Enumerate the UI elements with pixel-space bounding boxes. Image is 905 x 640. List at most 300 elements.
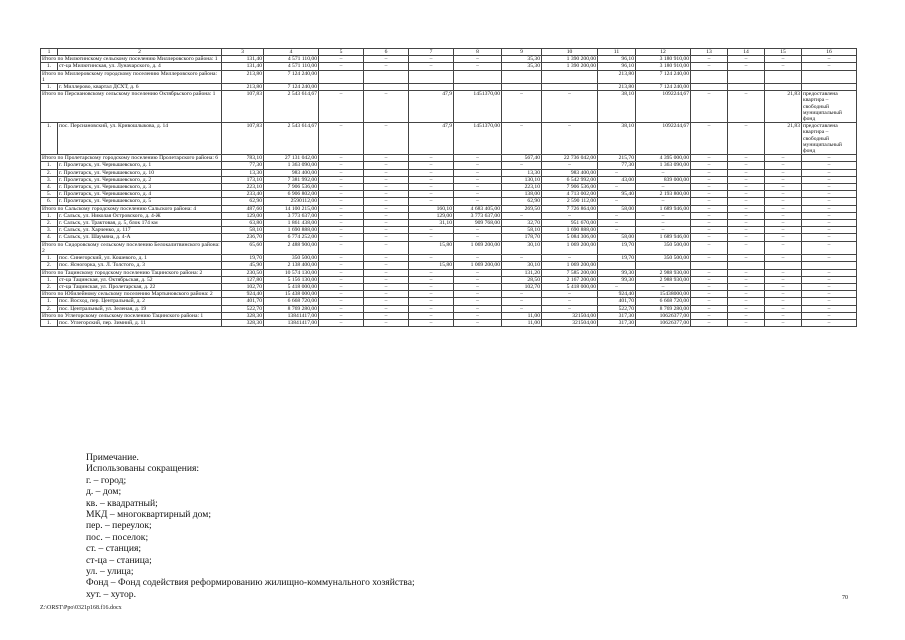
empty-dash-cell: – [728,255,765,262]
empty-dash-cell: – [409,255,454,262]
value-cell [802,262,857,269]
value-cell: 3 773 637,00 [264,212,319,219]
empty-dash-cell: – [598,220,636,227]
address-cell: г. Пролетарск, ул. Чернышевского, д. 3 [58,184,222,191]
empty-dash-cell: – [454,184,502,191]
value-cell: 1 689 946,00 [636,205,691,212]
column-number-row [41,49,857,56]
value-cell: 27 131 042,00 [264,155,319,162]
empty-dash-cell: – [454,169,502,176]
empty-dash-cell: – [454,162,502,169]
empty-dash-cell: – [454,319,502,326]
column-number: 10 [542,49,598,56]
empty-dash-cell: – [802,205,857,212]
empty-dash-cell: – [802,191,857,198]
empty-dash-cell: – [364,276,409,283]
value-cell: 19,70 [598,255,636,262]
empty-dash-cell: – [802,169,857,176]
empty-dash-cell: – [364,220,409,227]
empty-dash-cell: – [728,56,765,63]
empty-dash-cell: – [802,255,857,262]
empty-dash-cell: – [364,198,409,205]
empty-dash-cell: – [691,319,728,326]
value-cell: 783,10 [222,155,264,162]
address-cell: г. Пролетарск, ул. Чернышевского, д. 2 [58,176,222,183]
table-row [41,234,857,241]
note-cell: предоставлена квартира – свободный муниципальный фонд [802,91,857,123]
empty-dash-cell: – [502,162,542,169]
empty-dash-cell: – [319,198,364,205]
value-cell: 2 543 614,67 [264,123,319,155]
empty-dash-cell: – [765,276,802,283]
value-cell: 487,60 [222,205,264,212]
column-number: 5 [319,49,364,56]
empty-dash-cell: – [319,205,364,212]
empty-dash-cell: – [728,91,765,123]
value-cell: 131,20 [502,269,542,276]
value-cell: 38,10 [598,91,636,123]
empty-dash-cell: – [728,191,765,198]
row-number: 6. [41,198,58,205]
row-number: 1. [41,63,58,70]
row-number: 4. [41,184,58,191]
value-cell: 22 736 042,00 [542,155,598,162]
empty-dash-cell: – [802,283,857,290]
empty-dash-cell: – [802,276,857,283]
value-cell: 62,90 [222,198,264,205]
empty-dash-cell: – [598,212,636,219]
row-number: 1. [41,319,58,326]
empty-dash-cell: – [691,241,728,254]
empty-dash-cell: – [409,162,454,169]
empty-dash-cell: – [454,227,502,234]
value-cell: 1092244,67 [636,91,691,123]
value-cell: 1451370,00 [454,91,502,123]
empty-dash-cell: – [765,312,802,319]
empty-dash-cell: – [598,184,636,191]
empty-dash-cell: – [502,255,542,262]
empty-dash-cell: – [728,184,765,191]
value-cell: 19,70 [222,255,264,262]
value-cell: 77,30 [222,162,264,169]
table-row [41,220,857,227]
value-cell: 223,10 [502,184,542,191]
value-cell [802,84,857,91]
empty-dash-cell: – [765,298,802,305]
row-number: 1. [41,84,58,91]
empty-dash-cell: – [765,176,802,183]
register-table-wrapper [40,48,856,327]
value-cell: 4 713 002,00 [542,191,598,198]
value-cell [728,70,765,83]
empty-dash-cell: – [728,283,765,290]
empty-dash-cell: – [542,91,598,123]
empty-dash-cell: – [454,305,502,312]
value-cell: 1 363 090,00 [636,162,691,169]
value-cell: 11,00 [502,312,542,319]
value-cell: 2 543 614,67 [264,91,319,123]
empty-dash-cell: – [728,241,765,254]
empty-dash-cell: – [542,255,598,262]
address-cell: г. Миллерово, квартал ДСХТ, д. 6 [58,84,222,91]
row-number: 1. [41,298,58,305]
empty-dash-cell: – [319,169,364,176]
address-cell: г. Пролетарск, ул. Чернышевского, д. 5 [58,198,222,205]
value-cell: 236,70 [222,234,264,241]
empty-dash-cell: – [802,298,857,305]
empty-dash-cell: – [728,176,765,183]
table-row [41,123,857,155]
empty-dash-cell: – [728,234,765,241]
empty-dash-cell: – [454,63,502,70]
table-row [41,169,857,176]
empty-dash-cell: – [728,155,765,162]
value-cell: 2590112,00 [264,198,319,205]
settlement-total-label: Итого по Персиановскому сельскому поселению Октябрьского района: 1 [41,91,222,123]
value-cell: 1 690 888,00 [264,227,319,234]
empty-dash-cell: – [728,169,765,176]
value-cell: 21,83 [765,91,802,123]
empty-dash-cell: – [319,227,364,234]
empty-dash-cell: – [319,319,364,326]
empty-dash-cell: – [598,283,636,290]
empty-dash-cell: – [364,305,409,312]
empty-dash-cell: – [691,155,728,162]
value-cell: 5 418 000,00 [264,283,319,290]
value-cell: 99,30 [598,276,636,283]
empty-dash-cell: – [802,319,857,326]
empty-dash-cell: – [691,212,728,219]
empty-dash-cell: – [364,319,409,326]
empty-dash-cell: – [598,198,636,205]
value-cell: 233,40 [222,191,264,198]
value-cell [409,84,454,91]
value-cell [319,84,364,91]
empty-dash-cell: – [409,234,454,241]
empty-dash-cell: – [364,91,409,123]
value-cell: 2 988 930,00 [636,276,691,283]
empty-dash-cell: – [691,305,728,312]
value-cell: 28,50 [502,276,542,283]
table-row-total [41,155,857,162]
value-cell: 35,30 [502,56,542,63]
value-cell [319,70,364,83]
value-cell: 127,80 [222,276,264,283]
value-cell: 14 100 215,00 [264,205,319,212]
empty-dash-cell: – [691,276,728,283]
value-cell: 6 774 252,00 [264,234,319,241]
value-cell: 131,40 [222,56,264,63]
value-cell: 1 363 090,00 [264,162,319,169]
address-cell: г. Сальск, ул. Шаумяна, д. 4-А [58,234,222,241]
empty-dash-cell: – [765,56,802,63]
address-cell: ст-ца Тацинская, ул. Пролетарская, д. 22 [58,283,222,290]
address-cell: пос. Углегорский, пер. Зимний, д. 11 [58,319,222,326]
empty-dash-cell: – [502,123,542,155]
empty-dash-cell: – [728,276,765,283]
value-cell: 96,10 [598,56,636,63]
value-cell: 45,90 [222,262,264,269]
empty-dash-cell: – [364,255,409,262]
value-cell: 213,80 [222,70,264,83]
empty-dash-cell: – [319,262,364,269]
empty-dash-cell: – [454,191,502,198]
empty-dash-cell: – [765,155,802,162]
settlement-total-label: Итого по Тацинскому городскому поселению Тацинского района: 2 [41,269,222,276]
notes-section [86,452,415,600]
value-cell: 7 906 536,00 [264,184,319,191]
empty-dash-cell: – [319,56,364,63]
value-cell: 21,83 [765,123,802,155]
empty-dash-cell: – [502,212,542,219]
value-cell: 6 542 992,00 [542,176,598,183]
empty-dash-cell: – [691,56,728,63]
table-row [41,227,857,234]
empty-dash-cell: – [802,162,857,169]
value-cell: 213,80 [598,70,636,83]
value-cell: 7 124 240,00 [264,70,319,83]
empty-dash-cell: – [802,63,857,70]
empty-dash-cell: – [364,212,409,219]
empty-dash-cell: – [802,198,857,205]
value-cell: 839 000,00 [636,176,691,183]
value-cell [802,70,857,83]
column-number: 1 [41,49,58,56]
value-cell: 102,70 [222,283,264,290]
abbreviation-item: ст. – станция; [86,543,142,555]
value-cell [454,84,502,91]
empty-dash-cell: – [364,227,409,234]
column-number: 4 [264,49,319,56]
empty-dash-cell: – [319,162,364,169]
value-cell: 13,30 [502,169,542,176]
empty-dash-cell: – [691,205,728,212]
empty-dash-cell: – [691,227,728,234]
empty-dash-cell: – [728,123,765,155]
empty-dash-cell: – [728,319,765,326]
empty-dash-cell: – [319,63,364,70]
empty-dash-cell: – [542,123,598,155]
value-cell: 6 906 802,00 [264,191,319,198]
empty-dash-cell: – [765,255,802,262]
empty-dash-cell: – [802,212,857,219]
value-cell [364,70,409,83]
empty-dash-cell: – [691,220,728,227]
value-cell: 13841417,00 [264,312,319,319]
empty-dash-cell: – [691,291,728,298]
empty-dash-cell: – [765,184,802,191]
value-cell: 350 500,00 [636,255,691,262]
value-cell: 909 768,00 [454,220,502,227]
settlement-total-label: Итого по Пролетарскому городскому поселению Пролетарского района: 6 [41,155,222,162]
notes-title: Примечание. [86,452,139,463]
value-cell: 4 395 000,00 [636,155,691,162]
row-number: 5. [41,191,58,198]
empty-dash-cell: – [409,269,454,276]
empty-dash-cell: – [542,291,598,298]
value-cell: 160,10 [409,205,454,212]
empty-dash-cell: – [364,241,409,254]
empty-dash-cell: – [454,291,502,298]
empty-dash-cell: – [691,169,728,176]
address-cell: г. Пролетарск, ул. Чернышевского, д. 1 [58,162,222,169]
value-cell: 15438000,00 [636,291,691,298]
empty-dash-cell: – [636,220,691,227]
empty-dash-cell: – [765,191,802,198]
empty-dash-cell: – [728,220,765,227]
value-cell: 1 069 200,00 [542,262,598,269]
empty-dash-cell: – [728,63,765,70]
value-cell: 1 069 200,00 [454,241,502,254]
empty-dash-cell: – [691,234,728,241]
value-cell [765,84,802,91]
value-cell: 4 571 110,00 [264,56,319,63]
empty-dash-cell: – [542,298,598,305]
empty-dash-cell: – [454,276,502,283]
empty-dash-cell: – [691,91,728,123]
empty-dash-cell: – [802,305,857,312]
row-number: 1. [41,123,58,155]
abbreviation-item: Фонд – Фонд содействия реформированию жилищно-коммунального хозяйства; [86,577,415,589]
value-cell: 15,80 [409,262,454,269]
table-row-total [41,291,857,298]
empty-dash-cell: – [728,298,765,305]
value-cell: 8 769 280,00 [636,305,691,312]
empty-dash-cell: – [319,312,364,319]
value-cell: 13,30 [222,169,264,176]
address-cell: ст-ца Тацинская, ул. Октябрьская, д. 52 [58,276,222,283]
empty-dash-cell: – [765,283,802,290]
address-cell: пос. Ясногорка, ул. Л. Толстого, д. 3 [58,262,222,269]
table-row-total [41,312,857,319]
empty-dash-cell: – [409,63,454,70]
empty-dash-cell: – [765,162,802,169]
table-row [41,212,857,219]
abbreviation-item: хут. – хутор. [86,588,136,600]
empty-dash-cell: – [319,123,364,155]
empty-dash-cell: – [319,91,364,123]
row-number: 2. [41,220,58,227]
empty-dash-cell: – [319,212,364,219]
abbreviation-item: МКД – многоквартирный дом; [86,509,212,521]
abbreviation-item: ул. – улица; [86,566,134,578]
address-cell: пос. Персиановский, ул. Кривошлыкова, д. 14 [58,123,222,155]
address-cell: г. Сальск, ул. Николая Островского, д. 4-Ж [58,212,222,219]
value-cell [691,84,728,91]
table-row-total [41,91,857,123]
value-cell [636,262,691,269]
empty-dash-cell: – [319,291,364,298]
table-row [41,298,857,305]
empty-dash-cell: – [364,234,409,241]
empty-dash-cell: – [728,291,765,298]
settlement-total-label: Итого по Сальскому городскому поселению Сальского района: 4 [41,205,222,212]
empty-dash-cell: – [765,291,802,298]
empty-dash-cell: – [802,269,857,276]
value-cell: 35,30 [502,63,542,70]
value-cell: 3 773 637,00 [454,212,502,219]
empty-dash-cell: – [728,269,765,276]
value-cell: 7 124 240,00 [636,70,691,83]
value-cell: 30,10 [502,241,542,254]
table-row [41,305,857,312]
empty-dash-cell: – [502,298,542,305]
value-cell: 951 670,00 [542,220,598,227]
empty-dash-cell: – [598,227,636,234]
value-cell: 10 574 130,00 [264,269,319,276]
empty-dash-cell: – [364,169,409,176]
value-cell: 983 400,00 [542,169,598,176]
value-cell: 8 769 280,00 [264,305,319,312]
empty-dash-cell: – [691,255,728,262]
table-row [41,262,857,269]
value-cell: 3 180 910,00 [636,56,691,63]
value-cell: 58,00 [598,234,636,241]
value-cell [691,262,728,269]
value-cell: 58,10 [222,227,264,234]
value-cell: 7 124 240,00 [264,84,319,91]
value-cell: 350 500,00 [636,241,691,254]
value-cell: 317,30 [598,319,636,326]
empty-dash-cell: – [765,220,802,227]
empty-dash-cell: – [802,312,857,319]
value-cell: 567,40 [502,155,542,162]
value-cell: 1 390 200,00 [542,63,598,70]
value-cell: 130,10 [502,176,542,183]
abbreviation-item: кв. – квадратный; [86,497,158,509]
empty-dash-cell: – [765,305,802,312]
table-row-total [41,70,857,83]
abbreviation-item: пер. – переулок; [86,520,152,532]
row-number: 2. [41,169,58,176]
value-cell: 230,50 [222,269,264,276]
empty-dash-cell: – [691,162,728,169]
value-cell [728,84,765,91]
settlement-total-label: Итого по Миллеровскому городскому поселению Миллеровского района: 1 [41,70,222,83]
empty-dash-cell: – [364,298,409,305]
value-cell: 10626377,00 [636,319,691,326]
empty-dash-cell: – [502,91,542,123]
value-cell: 213,80 [222,84,264,91]
value-cell: 350 500,00 [264,255,319,262]
value-cell: 269,50 [502,205,542,212]
empty-dash-cell: – [409,198,454,205]
empty-dash-cell: – [728,227,765,234]
column-number: 16 [802,49,857,56]
value-cell: 107,83 [222,91,264,123]
value-cell: 99,30 [598,269,636,276]
row-number: 1. [41,276,58,283]
empty-dash-cell: – [319,234,364,241]
empty-dash-cell: – [765,241,802,254]
value-cell: 131,40 [222,63,264,70]
value-cell: 32,70 [502,220,542,227]
value-cell: 62,90 [502,198,542,205]
empty-dash-cell: – [728,198,765,205]
table-row-total [41,205,857,212]
row-number: 1. [41,212,58,219]
address-cell: г. Пролетарск, ул. Чернышевского, д. 4 [58,191,222,198]
abbreviation-item: г. – город; [86,474,127,486]
empty-dash-cell: – [364,176,409,183]
empty-dash-cell: – [364,283,409,290]
empty-dash-cell: – [691,184,728,191]
table-row [41,283,857,290]
table-row [41,63,857,70]
empty-dash-cell: – [502,305,542,312]
value-cell: 522,70 [222,305,264,312]
value-cell: 1 689 946,00 [636,234,691,241]
